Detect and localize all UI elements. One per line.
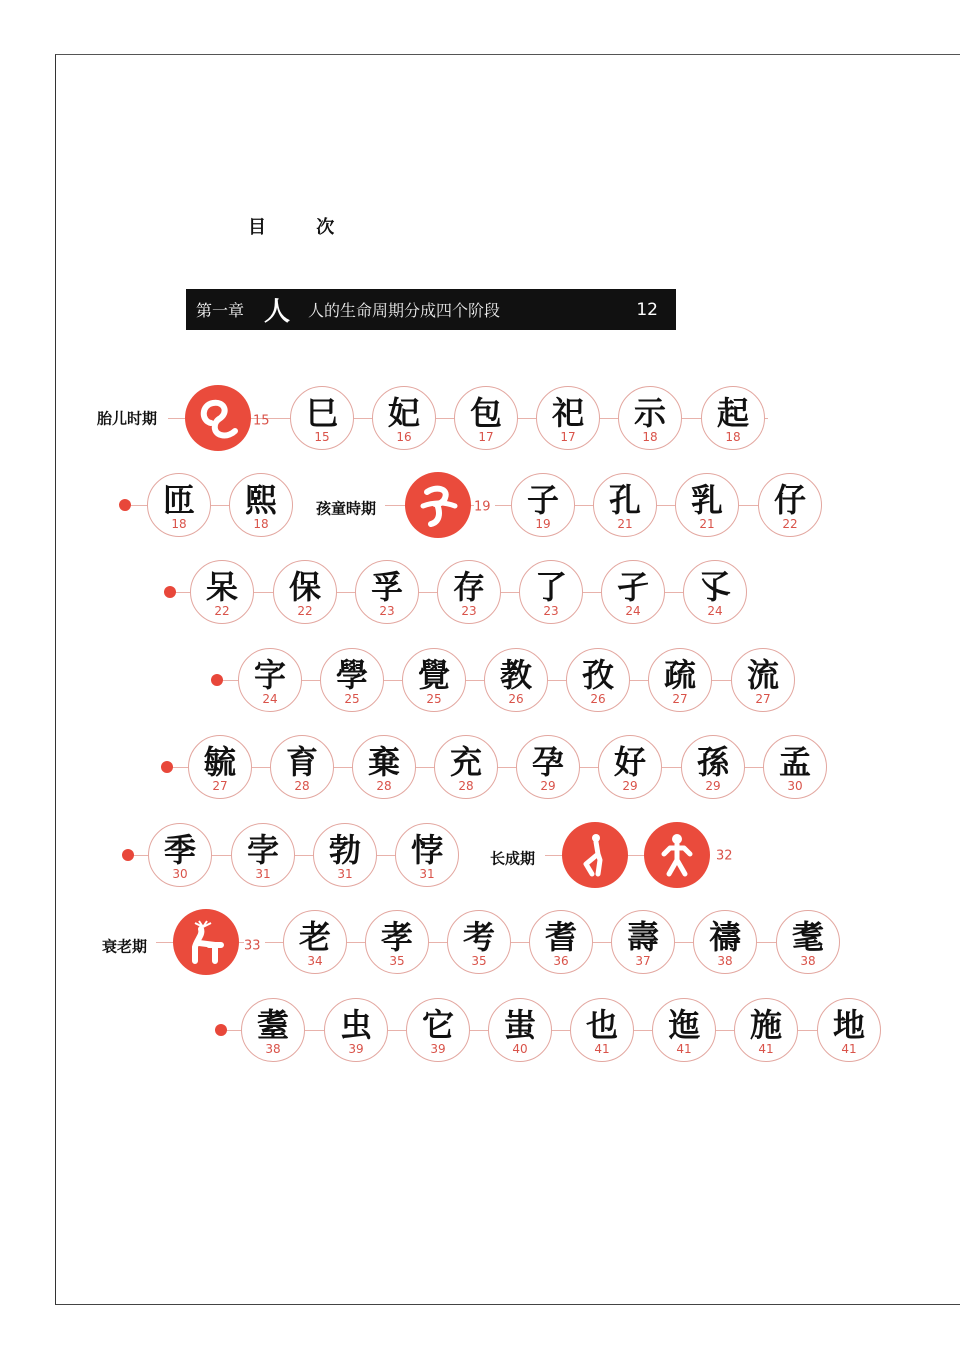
char-glyph: 老	[298, 918, 331, 956]
char-page: 40	[512, 1042, 528, 1056]
char-entry[interactable]	[488, 998, 552, 1062]
char-glyph: 妃	[387, 394, 420, 432]
char-page: 18	[253, 517, 269, 531]
continuation-dot	[164, 586, 176, 598]
char-page: 24	[625, 604, 641, 618]
char-entry[interactable]	[454, 386, 518, 450]
char-glyph: 好	[613, 743, 646, 781]
char-glyph: 壽	[626, 918, 659, 956]
chapter-description: 人的生命周期分成四个阶段	[308, 301, 501, 320]
char-entry[interactable]	[434, 735, 498, 799]
char-entry[interactable]	[652, 998, 716, 1062]
char-glyph: 孟	[778, 743, 811, 781]
char-entry[interactable]	[593, 473, 657, 537]
char-page: 31	[255, 867, 271, 881]
char-page: 34	[307, 954, 323, 968]
char-entry[interactable]	[817, 998, 881, 1062]
char-page: 41	[676, 1042, 692, 1056]
char-entry[interactable]	[611, 910, 675, 974]
char-entry[interactable]	[372, 386, 436, 450]
char-entry[interactable]	[324, 998, 388, 1062]
stage-label-adult[interactable]: 长成期	[490, 849, 536, 868]
stage-label-fetus[interactable]: 胎儿时期	[97, 409, 158, 428]
char-entry[interactable]	[320, 648, 384, 712]
char-glyph: 毓	[203, 743, 236, 781]
char-glyph: 呆	[205, 568, 238, 606]
char-entry[interactable]	[395, 823, 459, 887]
char-entry[interactable]	[229, 473, 293, 537]
stage-label-child[interactable]: 孩童時期	[316, 498, 380, 519]
fetus-pictograph-icon[interactable]	[185, 385, 251, 451]
char-page: 35	[471, 954, 487, 968]
char-entry[interactable]	[238, 648, 302, 712]
char-glyph: 耄	[791, 918, 824, 956]
char-glyph: 示	[633, 394, 666, 432]
char-entry[interactable]	[566, 648, 630, 712]
char-glyph: 了	[534, 568, 567, 606]
char-entry[interactable]	[701, 386, 765, 450]
char-page: 39	[348, 1042, 364, 1056]
char-entry[interactable]	[598, 735, 662, 799]
char-glyph: 匝	[162, 481, 195, 519]
continuation-dot	[122, 849, 134, 861]
char-page: 29	[622, 779, 638, 793]
char-entry[interactable]	[406, 998, 470, 1062]
char-page: 38	[265, 1042, 281, 1056]
char-page: 31	[419, 867, 435, 881]
char-entry[interactable]	[147, 473, 211, 537]
char-entry[interactable]	[437, 560, 501, 624]
char-entry[interactable]	[511, 473, 575, 537]
char-glyph: 孓	[698, 568, 731, 606]
char-glyph: 起	[716, 394, 749, 432]
char-page: 26	[508, 692, 524, 706]
char-glyph: 它	[421, 1006, 454, 1044]
bending-person-pictograph-icon[interactable]	[562, 822, 628, 888]
char-page: 41	[841, 1042, 857, 1056]
char-glyph: 勃	[328, 831, 361, 869]
char-entry[interactable]	[148, 823, 212, 887]
char-page: 23	[543, 604, 559, 618]
stage-page-adult: 32	[716, 848, 733, 864]
char-page: 27	[755, 692, 771, 706]
chapter-glyph: 人	[264, 297, 291, 327]
chapter-page-number: 12	[636, 299, 658, 320]
char-glyph: 耋	[256, 1006, 289, 1044]
char-entry[interactable]	[570, 998, 634, 1062]
char-entry[interactable]	[313, 823, 377, 887]
char-page: 41	[758, 1042, 774, 1056]
char-page: 22	[297, 604, 313, 618]
char-entry[interactable]	[693, 910, 757, 974]
char-glyph: 學	[335, 656, 368, 694]
char-page: 31	[337, 867, 353, 881]
char-entry[interactable]	[734, 998, 798, 1062]
char-glyph: 禱	[708, 918, 741, 956]
stage-page-child: 19	[474, 500, 495, 515]
char-glyph: 保	[288, 568, 321, 606]
char-page: 35	[389, 954, 405, 968]
char-page: 24	[707, 604, 723, 618]
char-glyph: 虫	[339, 1006, 372, 1044]
char-glyph: 疏	[663, 656, 696, 694]
char-glyph: 熙	[244, 481, 277, 519]
char-glyph: 育	[285, 743, 318, 781]
char-entry[interactable]	[758, 473, 822, 537]
char-entry[interactable]	[190, 560, 254, 624]
toc-title: 目 次	[248, 217, 357, 238]
char-page: 29	[705, 779, 721, 793]
char-page: 36	[553, 954, 569, 968]
char-page: 21	[617, 517, 633, 531]
char-entry[interactable]	[675, 473, 739, 537]
char-entry[interactable]	[352, 735, 416, 799]
char-entry[interactable]	[231, 823, 295, 887]
continuation-dot	[211, 674, 223, 686]
char-page: 21	[699, 517, 715, 531]
char-glyph: 存	[452, 568, 485, 606]
char-page: 26	[590, 692, 606, 706]
char-glyph: 巳	[305, 394, 338, 432]
char-glyph: 充	[449, 743, 482, 781]
char-entry[interactable]	[241, 998, 305, 1062]
char-page: 27	[212, 779, 228, 793]
char-glyph: 包	[469, 394, 502, 432]
char-page: 24	[262, 692, 278, 706]
char-glyph: 孛	[246, 831, 279, 869]
char-entry[interactable]	[484, 648, 548, 712]
char-glyph: 也	[585, 1006, 618, 1044]
char-page: 22	[782, 517, 798, 531]
char-entry[interactable]	[776, 910, 840, 974]
char-page: 17	[478, 430, 494, 444]
char-page: 15	[314, 430, 330, 444]
char-glyph: 覺	[417, 656, 450, 694]
char-page: 29	[540, 779, 556, 793]
chapter-header-bar[interactable]	[186, 289, 676, 330]
char-entry[interactable]	[763, 735, 827, 799]
char-page: 25	[426, 692, 442, 706]
char-entry[interactable]	[529, 910, 593, 974]
char-entry[interactable]	[283, 910, 347, 974]
char-glyph: 孔	[608, 481, 641, 519]
char-entry[interactable]	[270, 735, 334, 799]
char-glyph: 子	[526, 481, 559, 519]
char-entry[interactable]	[365, 910, 429, 974]
stage-label-elder[interactable]: 衰老期	[102, 937, 148, 956]
char-entry[interactable]	[519, 560, 583, 624]
char-entry[interactable]	[536, 386, 600, 450]
char-page: 23	[461, 604, 477, 618]
char-page: 18	[171, 517, 187, 531]
child-pictograph-icon[interactable]	[405, 472, 471, 538]
chapter-number: 第一章	[196, 301, 245, 320]
standing-person-pictograph-icon[interactable]	[644, 822, 710, 888]
char-glyph: 蚩	[503, 1006, 536, 1044]
char-entry[interactable]	[731, 648, 795, 712]
char-page: 41	[594, 1042, 610, 1056]
continuation-dot	[161, 761, 173, 773]
char-glyph: 季	[163, 831, 196, 869]
stage-page-fetus: 15	[253, 413, 270, 429]
char-glyph: 孑	[616, 568, 649, 606]
continuation-dot	[119, 499, 131, 511]
char-entry[interactable]	[516, 735, 580, 799]
char-glyph: 孚	[370, 568, 403, 606]
char-glyph: 字	[253, 656, 286, 694]
char-glyph: 教	[499, 656, 532, 694]
char-entry[interactable]	[355, 560, 419, 624]
char-glyph: 孝	[380, 918, 413, 956]
char-page: 18	[642, 430, 658, 444]
char-page: 23	[379, 604, 395, 618]
char-page: 38	[800, 954, 816, 968]
char-glyph: 仔	[773, 481, 806, 519]
char-glyph: 耆	[544, 918, 577, 956]
continuation-dot	[215, 1024, 227, 1036]
char-entry[interactable]	[188, 735, 252, 799]
char-glyph: 施	[749, 1006, 782, 1044]
char-glyph: 祀	[551, 394, 584, 432]
char-glyph: 孕	[531, 743, 564, 781]
char-page: 18	[725, 430, 741, 444]
char-page: 38	[717, 954, 733, 968]
char-glyph: 考	[462, 918, 495, 956]
char-glyph: 流	[746, 656, 779, 694]
char-page: 28	[458, 779, 474, 793]
char-page: 28	[294, 779, 310, 793]
char-entry[interactable]	[683, 560, 747, 624]
char-page: 28	[376, 779, 392, 793]
char-entry[interactable]	[402, 648, 466, 712]
elder-with-cane-pictograph-icon[interactable]	[173, 909, 239, 975]
char-page: 25	[344, 692, 360, 706]
char-entry[interactable]	[681, 735, 745, 799]
char-page: 30	[787, 779, 803, 793]
char-page: 16	[396, 430, 412, 444]
char-page: 17	[560, 430, 576, 444]
char-glyph: 悖	[410, 831, 443, 869]
char-entry[interactable]	[648, 648, 712, 712]
char-page: 39	[430, 1042, 446, 1056]
char-page: 19	[535, 517, 551, 531]
char-glyph: 孫	[696, 743, 729, 781]
char-entry[interactable]	[618, 386, 682, 450]
char-glyph: 棄	[367, 743, 400, 781]
char-entry[interactable]	[290, 386, 354, 450]
char-glyph: 孜	[581, 656, 614, 694]
char-page: 30	[172, 867, 188, 881]
char-entry[interactable]	[447, 910, 511, 974]
char-entry[interactable]	[601, 560, 665, 624]
char-entry[interactable]	[273, 560, 337, 624]
char-glyph: 乳	[690, 481, 723, 519]
char-page: 27	[672, 692, 688, 706]
char-glyph: 地	[832, 1006, 865, 1044]
char-glyph: 迤	[667, 1006, 700, 1044]
char-page: 37	[635, 954, 651, 968]
char-page: 22	[214, 604, 230, 618]
stage-page-elder: 33	[244, 939, 265, 954]
